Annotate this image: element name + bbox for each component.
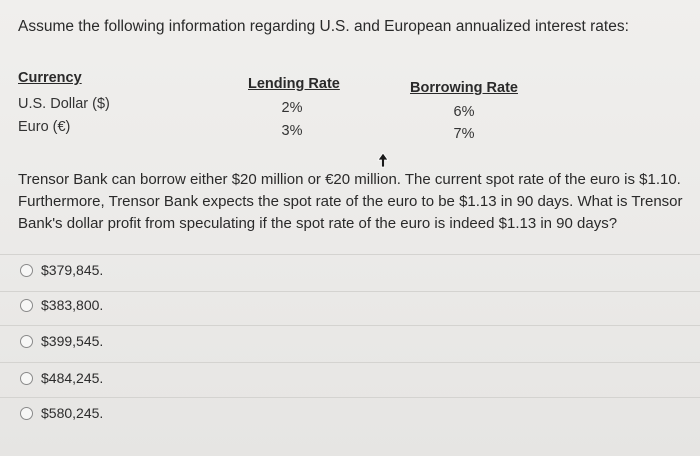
- question-intro: Assume the following information regarding U.S. and European annualized interest rates:: [18, 18, 629, 35]
- answer-option-3[interactable]: [20, 331, 103, 351]
- radio-button-icon[interactable]: [20, 299, 33, 312]
- divider: [0, 397, 700, 398]
- answer-option-label: $484,245.: [41, 370, 104, 386]
- row-euro-borrowing: 7%: [453, 126, 475, 142]
- answer-option-label: $379,845.: [41, 262, 104, 278]
- answer-option-2[interactable]: [20, 295, 103, 315]
- row-euro-lending: 3%: [281, 123, 303, 139]
- divider: [0, 254, 700, 255]
- answer-option-4[interactable]: [20, 368, 103, 388]
- radio-button-icon[interactable]: [20, 264, 33, 277]
- row-euro-currency: Euro (€): [18, 119, 71, 135]
- header-lending-rate: Lending Rate: [248, 76, 340, 92]
- divider: [0, 291, 700, 292]
- header-borrowing-rate: Borrowing Rate: [410, 80, 518, 96]
- answer-option-1[interactable]: [20, 260, 103, 280]
- mouse-pointer-icon: [376, 152, 390, 168]
- header-currency: Currency: [18, 70, 82, 86]
- question-scenario: Trensor Bank can borrow either $20 million or €20 million. The current spot rate of the euro is $1.10. Furthermore, Trensor Bank expects the spot rate of the euro to be $1.13 in 90 days. What is Trensor Bank's dollar profit from speculating if the spot rate of the euro is indeed $1.13 in 90 days?: [18, 171, 683, 232]
- divider: [0, 325, 700, 326]
- answer-option-label: $399,545.: [41, 333, 104, 349]
- answer-option-5[interactable]: [20, 403, 103, 423]
- row-usd-lending: 2%: [281, 100, 303, 116]
- row-usd-currency: U.S. Dollar ($): [18, 96, 110, 112]
- answer-option-label: $580,245.: [41, 405, 104, 421]
- answer-option-label: $383,800.: [41, 297, 104, 313]
- divider: [0, 362, 700, 363]
- radio-button-icon[interactable]: [20, 335, 33, 348]
- radio-button-icon[interactable]: [20, 407, 33, 420]
- radio-button-icon[interactable]: [20, 372, 33, 385]
- row-usd-borrowing: 6%: [453, 104, 475, 120]
